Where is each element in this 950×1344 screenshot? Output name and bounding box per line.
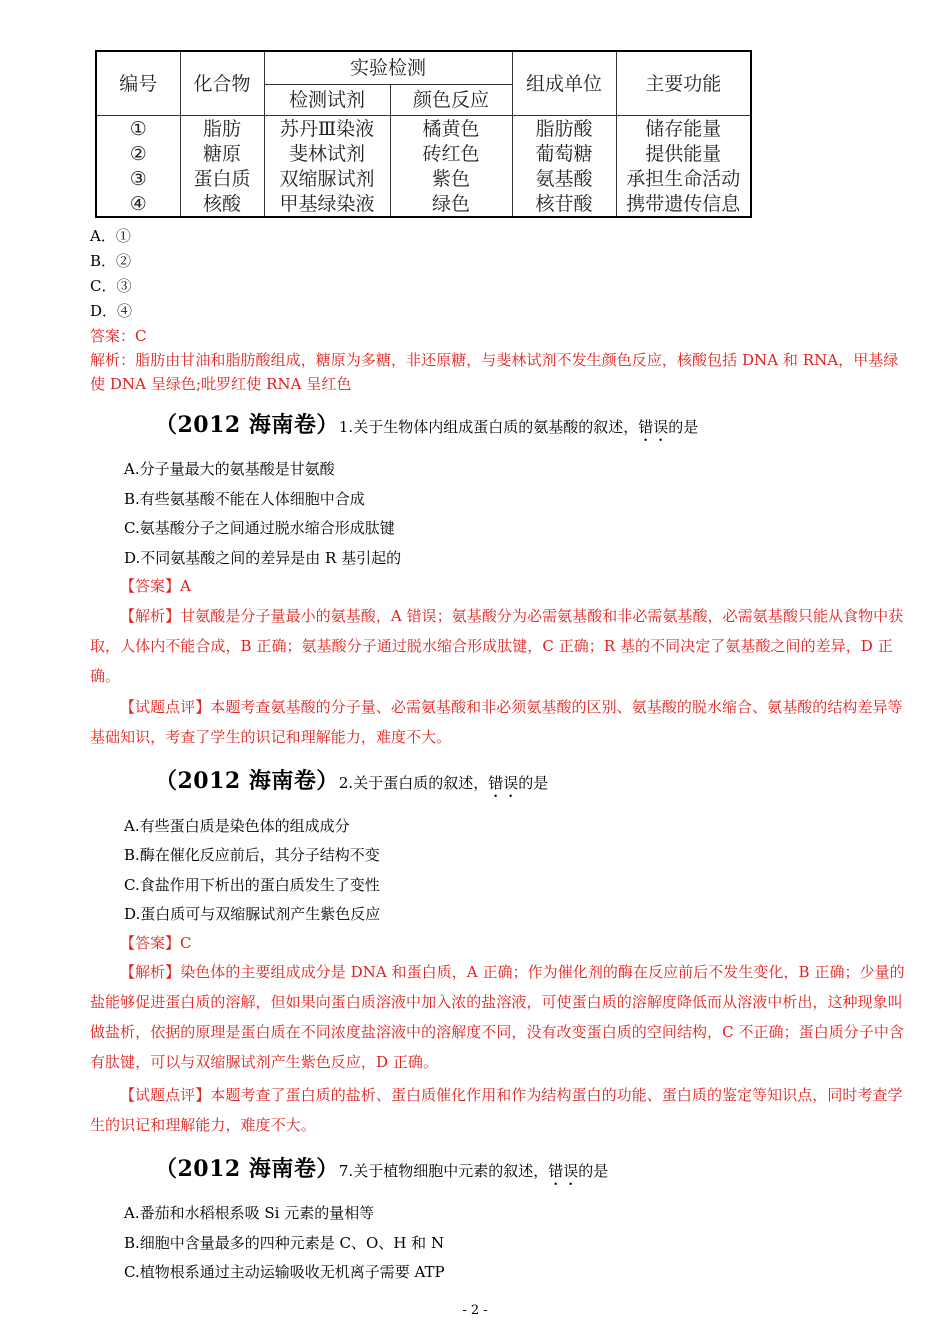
- q2-option-a: A.有些蛋白质是染色体的组成成分: [124, 817, 350, 835]
- q2-stem: 2.关于蛋白质的叙述，: [338, 774, 489, 792]
- table-row: [96, 191, 751, 217]
- compound-table: [95, 50, 750, 218]
- header-unit: 组成单位: [512, 51, 616, 116]
- q7-stem: 7.关于植物细胞中元素的叙述，: [338, 1162, 549, 1180]
- q1-heading: [155, 408, 698, 445]
- cell-reagent: 苏丹Ⅲ染液: [264, 116, 390, 142]
- q1-answer: 【答案】A: [120, 577, 191, 595]
- cell-function: 储存能量: [616, 116, 751, 142]
- q2-heading: [155, 764, 548, 801]
- cell-color: 橘黄色: [390, 116, 512, 142]
- header-function: 主要功能: [616, 51, 751, 116]
- cell-unit: 脂肪酸: [512, 116, 616, 142]
- q0-analysis: 解析：脂肪由甘油和脂肪酸组成，糖原为多糖，非还原糖，与斐林试剂不发生颜色反应，核酸包括 DNA 和 RNA，甲基绿使 DNA 呈绿色;吡罗红使 RNA 呈红色: [90, 351, 899, 393]
- q7-stem-tail: 的是: [578, 1162, 609, 1180]
- q0-option-d: D．④: [90, 302, 133, 320]
- cell-compound: 核酸: [180, 191, 264, 217]
- q1-stem-tail: 的是: [668, 418, 699, 436]
- table-row: [96, 141, 751, 166]
- q0-answer: 答案：C: [90, 327, 147, 345]
- q2-option-c: C.食盐作用下析出的蛋白质发生了变性: [124, 876, 380, 894]
- q2-source-tag: （2012 海南卷）: [155, 768, 339, 794]
- cell-function: 承担生命活动: [616, 166, 751, 191]
- cell-function: 携带遗传信息: [616, 191, 751, 217]
- q1-analysis: 【解析】甘氨酸是分子量最小的氨基酸，A 错误；氨基酸分为必需氨基酸和非必需氨基酸，必需氨基酸只能从食物中获取，人体内不能合成，B 正确；氨基酸分子通过脱水缩合形成肽键，C 正确；R 基的不同决定了氨基酸之间的差异，D 正确。: [90, 607, 904, 685]
- q1-option-c: C.氨基酸分子之间通过脱水缩合形成肽键: [124, 519, 395, 537]
- q1-source-tag: （2012 海南卷）: [155, 412, 339, 438]
- q1-emphasis: 错误: [638, 418, 669, 436]
- q2-option-b: B.酶在催化反应前后，其分子结构不变: [124, 846, 380, 864]
- header-detection: 实验检测: [264, 51, 512, 85]
- header-color: 颜色反应: [390, 85, 512, 116]
- q7-heading: [155, 1152, 608, 1189]
- q0-option-b: B．②: [90, 252, 132, 270]
- cell-id: ④: [96, 191, 180, 217]
- cell-reagent: 甲基绿染液: [264, 191, 390, 217]
- cell-color: 绿色: [390, 191, 512, 217]
- q7-emphasis: 错误: [548, 1162, 579, 1180]
- q0-option-c: C．③: [90, 277, 132, 295]
- cell-compound: 蛋白质: [180, 166, 264, 191]
- header-compound: 化合物: [180, 51, 264, 116]
- cell-compound: 脂肪: [180, 116, 264, 142]
- q2-emphasis: 错误: [488, 774, 519, 792]
- cell-compound: 糖原: [180, 141, 264, 166]
- cell-id: ③: [96, 166, 180, 191]
- q1-stem: 1.关于生物体内组成蛋白质的氨基酸的叙述，: [338, 418, 639, 436]
- q0-option-a: A．①: [90, 227, 131, 245]
- q7-option-c: C.植物根系通过主动运输吸收无机离子需要 ATP: [124, 1263, 445, 1281]
- cell-unit: 核苷酸: [512, 191, 616, 217]
- cell-color: 紫色: [390, 166, 512, 191]
- cell-unit: 葡萄糖: [512, 141, 616, 166]
- cell-function: 提供能量: [616, 141, 751, 166]
- header-id: 编号: [96, 51, 180, 116]
- q7-option-a: A.番茄和水稻根系吸 Si 元素的量相等: [124, 1204, 375, 1222]
- q1-comment: 【试题点评】本题考查氨基酸的分子量、必需氨基酸和非必须氨基酸的区别、氨基酸的脱水缩合、氨基酸的结构差异等基础知识，考查了学生的识记和理解能力，难度不大。: [90, 698, 903, 746]
- table-row: [96, 116, 751, 142]
- cell-unit: 氨基酸: [512, 166, 616, 191]
- q1-option-b: B.有些氨基酸不能在人体细胞中合成: [124, 490, 365, 508]
- q2-answer: 【答案】C: [120, 934, 192, 952]
- q2-stem-tail: 的是: [518, 774, 549, 792]
- table-row: [96, 166, 751, 191]
- q2-comment: 【试题点评】本题考查了蛋白质的盐析、蛋白质催化作用和作为结构蛋白的功能、蛋白质的鉴定等知识点，同时考查学生的识记和理解能力，难度不大。: [90, 1086, 903, 1134]
- cell-id: ②: [96, 141, 180, 166]
- q1-option-a: A.分子量最大的氨基酸是甘氨酸: [124, 460, 335, 478]
- cell-color: 砖红色: [390, 141, 512, 166]
- cell-reagent: 双缩脲试剂: [264, 166, 390, 191]
- page-number: - 2 -: [462, 1303, 488, 1318]
- q7-option-b: B.细胞中含量最多的四种元素是 C、O、H 和 N: [124, 1234, 445, 1252]
- q1-option-d: D.不同氨基酸之间的差异是由 R 基引起的: [124, 549, 402, 567]
- q7-source-tag: （2012 海南卷）: [155, 1156, 339, 1182]
- header-reagent: 检测试剂: [264, 85, 390, 116]
- q2-analysis: 【解析】染色体的主要组成成分是 DNA 和蛋白质，A 正确；作为催化剂的酶在反应前后不发生变化，B 正确；少量的盐能够促进蛋白质的溶解，但如果向蛋白质溶液中加入浓的盐溶液，可使蛋白质的溶解度降低而从溶液中析出，这种现象叫做盐析，依据的原理是蛋白质在不同浓度盐溶液中的溶解度不同，没有改变蛋白质的空间结构，C 不正确；蛋白质分子中含有肽键，可以与双缩脲试剂产生紫色反应，D 正确。: [90, 963, 905, 1071]
- cell-reagent: 斐林试剂: [264, 141, 390, 166]
- q2-option-d: D.蛋白质可与双缩脲试剂产生紫色反应: [124, 905, 381, 923]
- cell-id: ①: [96, 116, 180, 142]
